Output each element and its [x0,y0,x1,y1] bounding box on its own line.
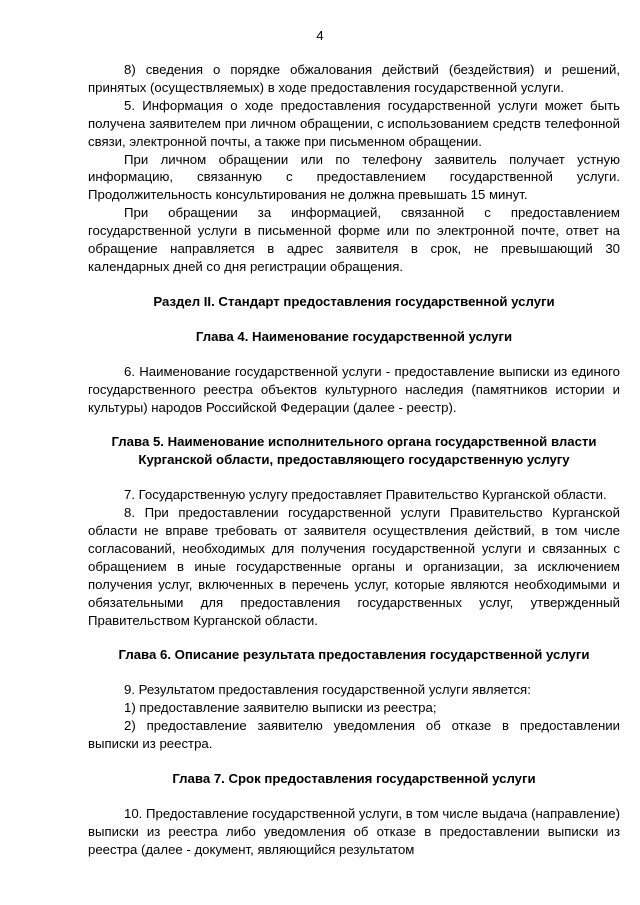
paragraph-7-provider: 7. Государственную услугу предоставляет Правительство Курганской области. [124,487,607,503]
paragraph-5-progress-info: 5. Информация о ходе предоставления государственной услуги может быть получена заявителем при личном обращении, с использованием средств телефонной связи, электронной почты, а также при письменном обращении. [88,97,620,149]
paragraph-6-service-name: 6. Наименование государственной услуги - предоставление выписки из единого государственного реестра объектов культурного наследия (памятников истории и культуры) народов Российской Федерации (далее - реестр). [88,363,620,415]
chapter-heading-5: Глава 5. Наименование исполнительного органа государственной власти Курганской области, предоставляющего государственную услугу [111,434,597,468]
list-item-result-1: 1) предоставление заявителю выписки из реестра; [124,700,437,716]
paragraph-oral-consultation: При личном обращении или по телефону заявитель получает устную информацию, связанную с предоставлением государственной услуги. Продолжительность консультирования не должна превышать 15 минут. [88,151,620,203]
page-number: 4 [316,28,324,43]
paragraph-10-deadline: 10. Предоставление государственной услуги, в том числе выдача (направление) выписки из реестра либо уведомления об отказе в предоставлении выписки из реестра (далее - документ, являющийся результатом [88,805,620,857]
chapter-heading-6: Глава 6. Описание результата предоставления государственной услуги [118,647,590,663]
paragraph-written-inquiry: При обращении за информацией, связанной с предоставлением государственной услуги в письменной форме или по электронной почте, ответ на обращение направляется в адрес заявителя в срок, не превышающий 30 календарных дней со дня регистрации обращения. [88,205,620,274]
paragraph-8-appeal-info: 8) сведения о порядке обжалования действий (бездействия) и решений, принятых (осуществляемых) в ходе предоставления государственной услуги. [88,62,620,95]
section-heading-2: Раздел II. Стандарт предоставления государственной услуги [153,293,555,309]
document-body [88,61,620,859]
paragraph-8-restrictions: 8. При предоставлении государственной услуги Правительство Курганской области не вправе требовать от заявителя осуществления действий, в том числе согласований, необходимых для получения государственной услуги и связанных с обращением в иные государственные органы и организации, за исключением получения услуг, включенных в перечень услуг, которые являются необходимыми и обязательными для предоставления государственных услуг, утвержденный Правительством Курганской области. [88,505,620,628]
paragraph-9-result: 9. Результатом предоставления государственной услуги является: [124,682,531,698]
chapter-heading-4: Глава 4. Наименование государственной услуги [195,328,513,344]
chapter-heading-7: Глава 7. Срок предоставления государственной услуги [172,771,536,786]
list-item-result-2: 2) предоставление заявителю уведомления об отказе в предоставлении выписки из реестра. [88,718,620,752]
